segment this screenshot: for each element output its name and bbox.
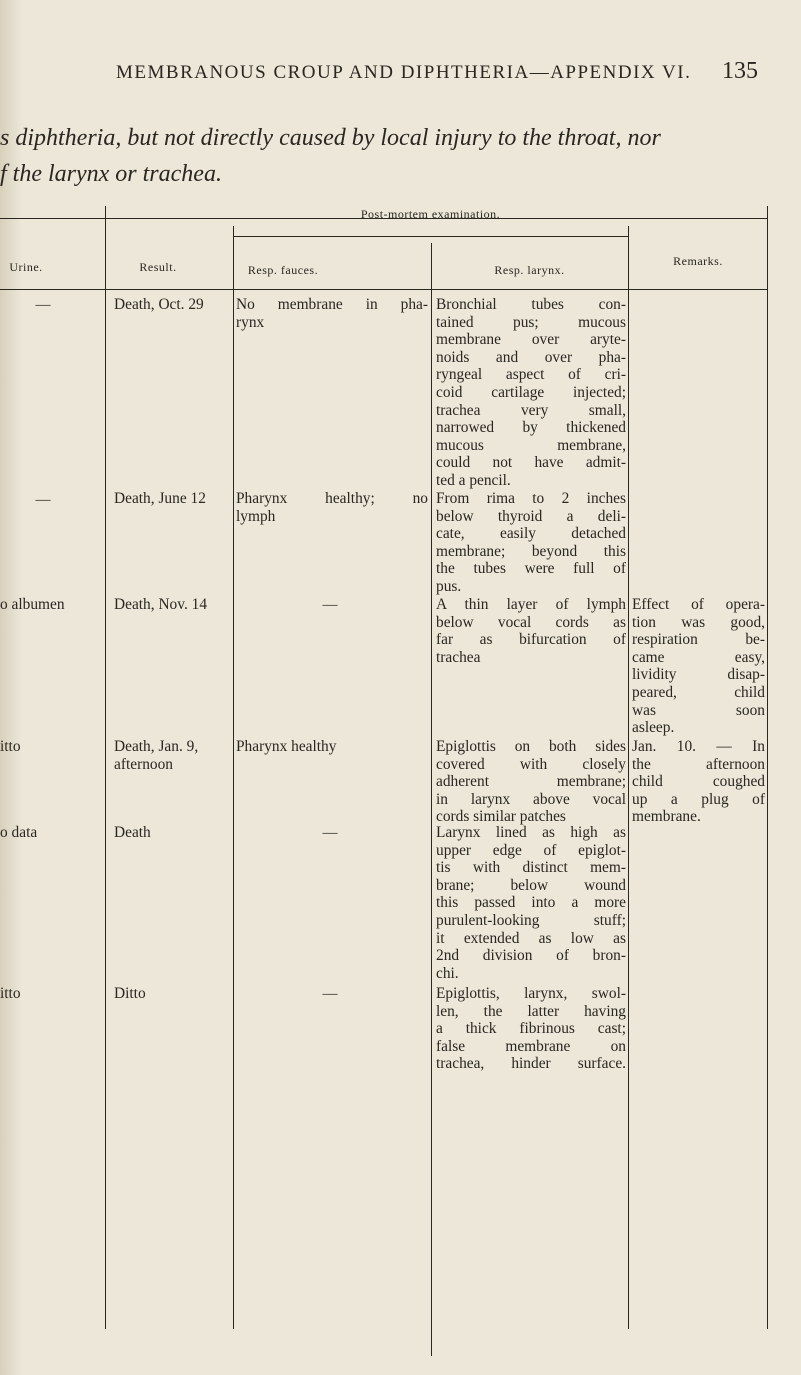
rule-result-left	[105, 206, 106, 1329]
fauces-cell: Pharynx healthy; no lymph	[236, 490, 428, 525]
page-number: 135	[722, 58, 758, 84]
larynx-cell: A thin layer of lymph below vocal cords as far as bifurcation of trachea	[436, 596, 626, 666]
urine-cell: o data	[0, 824, 38, 841]
intro-line: f the larynx or trachea.	[0, 161, 222, 187]
header-remarks: Remarks.	[673, 254, 723, 268]
page-edge-shadow	[0, 0, 22, 1375]
result-cell: Death, Nov. 14	[114, 596, 208, 613]
larynx-cell: Bronchial tubes con- tained pus; mucous membrane over aryte- noids and over pha- ryngeal aspect of cri- coid cartilage injected; trachea very small, narrowed by thickened mucous membrane, could not have admit- ted a pencil.	[436, 296, 626, 489]
result-cell: Ditto	[114, 985, 146, 1002]
fauces-cell: —	[322, 597, 338, 613]
remarks-cell: Effect of opera- tion was good, respiration be- came easy, lividity disap- peared, child was soon asleep.	[632, 596, 765, 737]
rule-remarks-left	[628, 226, 629, 1329]
header-resp-larynx: Resp. larynx.	[494, 263, 565, 277]
header-post-mortem: Post-mortem examination.	[360, 207, 501, 221]
header-result: Result.	[139, 260, 177, 274]
header-bottom-rule	[0, 289, 768, 290]
result-cell: Death, June 12	[114, 490, 206, 507]
fauces-cell: —	[322, 986, 338, 1002]
urine-cell: itto	[0, 985, 21, 1002]
urine-cell: o albumen	[0, 596, 65, 613]
header-resp-fauces: Resp. fauces.	[247, 263, 319, 277]
result-cell: Death, Jan. 9, afternoon	[114, 738, 199, 773]
larynx-cell: Epiglottis on both sides covered with closely adherent membrane; in larynx above vocal cords similar patches	[436, 738, 626, 826]
intro-line: s diphtheria, but not directly caused by local injury to the throat, nor	[0, 125, 661, 151]
fauces-cell: Pharynx healthy	[236, 738, 337, 755]
rule-larynx-left	[431, 243, 432, 1356]
intro-paragraph	[0, 120, 780, 192]
post-mortem-rule	[233, 236, 628, 237]
larynx-cell: From rima to 2 inches below thyroid a deli- cate, easily detached membrane; beyond this the tubes were full of pus.	[436, 490, 626, 595]
urine-cell: itto	[0, 738, 21, 755]
result-cell: Death, Oct. 29	[114, 296, 204, 313]
fauces-cell: No membrane in pha- rynx	[236, 296, 428, 331]
rule-fauces-left	[233, 226, 234, 1329]
running-head: MEMBRANOUS CROUP AND DIPHTHERIA—APPENDIX VI.	[116, 62, 692, 83]
fauces-cell: —	[322, 825, 338, 841]
urine-cell: —	[35, 297, 51, 313]
remarks-cell: Jan. 10. — In the afternoon child coughed up a plug of membrane.	[632, 738, 765, 826]
result-cell: Death	[114, 824, 151, 841]
urine-cell: —	[35, 492, 51, 508]
rule-remarks-right	[767, 206, 768, 1329]
larynx-cell: Larynx lined as high as upper edge of epiglot- tis with distinct mem- brane; below wound this passed into a more purulent-looking stuff; it extended as low as 2nd division of bron- chi.	[436, 824, 626, 982]
header-urine: Urine.	[9, 260, 43, 274]
larynx-cell: Epiglottis, larynx, swol- len, the latter having a thick fibrinous cast; false membrane on trachea, hinder surface.	[436, 985, 626, 1073]
